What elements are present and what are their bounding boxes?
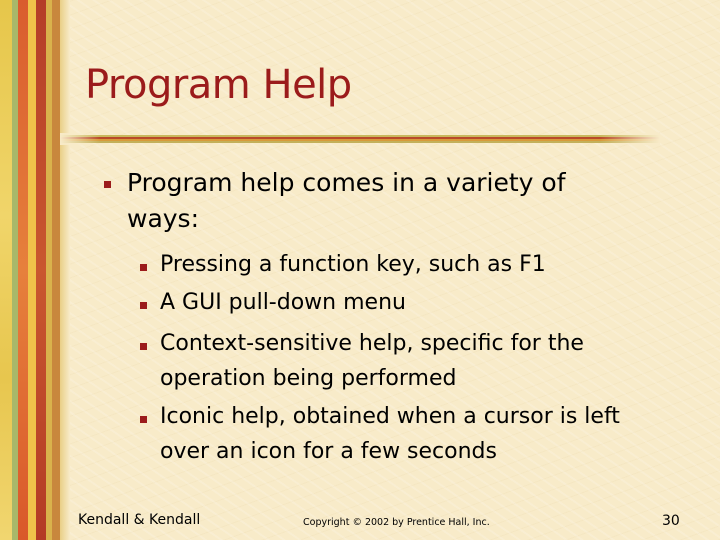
decorative-side-stripes [0, 0, 70, 540]
footer-copyright: Copyright © 2002 by Prentice Hall, Inc. [303, 517, 490, 528]
sub-bullet-2: A GUI pull-down menu [160, 290, 406, 315]
stripe [52, 0, 60, 540]
bullet-square-icon [104, 181, 111, 188]
title-divider [60, 133, 660, 145]
main-bullet-line-2: ways: [127, 204, 200, 233]
stripe [18, 0, 28, 540]
bullet-square-icon [140, 343, 147, 350]
slide-title: Program Help [85, 62, 352, 108]
page-number: 30 [662, 513, 680, 529]
main-bullet-line-1: Program help comes in a variety of [127, 168, 566, 197]
bullet-square-icon [140, 264, 147, 271]
bullet-square-icon [140, 416, 147, 423]
sub-bullet-4-line-1: Iconic help, obtained when a cursor is left [160, 404, 620, 429]
sub-bullet-3-line-2: operation being performed [160, 366, 457, 391]
stripe [0, 0, 12, 540]
stripe [36, 0, 46, 540]
bullet-square-icon [140, 302, 147, 309]
sub-bullet-1: Pressing a function key, such as F1 [160, 252, 546, 277]
sub-bullet-4-line-2: over an icon for a few seconds [160, 439, 497, 464]
stripe [28, 0, 36, 540]
sub-bullet-3-line-1: Context-sensitive help, specific for the [160, 331, 584, 356]
footer-authors: Kendall & Kendall [78, 512, 201, 528]
stripe [60, 0, 70, 540]
